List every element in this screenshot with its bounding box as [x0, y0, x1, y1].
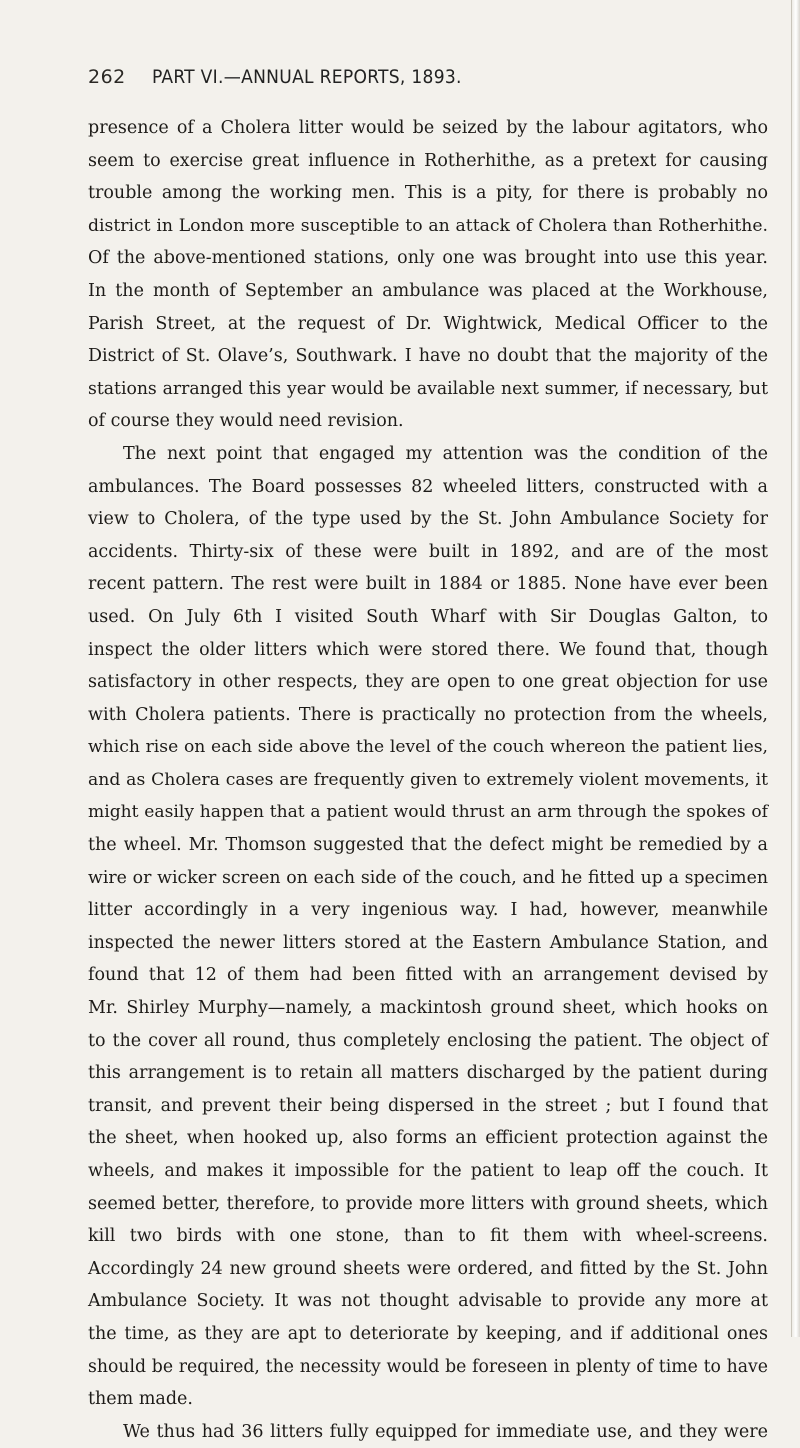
text-line: the wheel. Mr. Thomson suggested that the defect might be remedied by a	[88, 835, 768, 856]
text-line: should be required, the necessity would be foreseen in plenty of time to have	[88, 1356, 768, 1377]
page-edge	[791, 0, 800, 1337]
text-line: found that 12 of them had been fitted with an arrangement devised by	[88, 965, 768, 986]
text-line: District of St. Olave’s, Southwark. I have no doubt that the majority of the	[88, 346, 768, 367]
running-title: PART VI.—ANNUAL REPORTS, 1893.	[152, 66, 462, 88]
text-line: inspect the older litters which were stored there. We found that, though	[88, 639, 768, 660]
text-line: wire or wicker screen on each side of the couch, and he fitted up a specimen	[88, 867, 768, 888]
text-line: transit, and prevent their being dispersed in the street ; but I found that	[88, 1095, 768, 1116]
text-line: might easily happen that a patient would thrust an arm through the spokes of	[88, 802, 768, 823]
text-line: presence of a Cholera litter would be seized by the labour agitators, who	[88, 118, 768, 138]
text-line: kill two birds with one stone, than to fit them with wheel-screens.	[88, 1226, 768, 1247]
text-line: trouble among the working men. This is a pity, for there is probably no	[88, 183, 768, 204]
text-line: recent pattern. The rest were built in 1884 or 1885. None have ever been	[88, 574, 768, 595]
text-line: inspected the newer litters stored at the Eastern Ambulance Station, and	[88, 932, 768, 953]
text-line: of course they would need revision.	[88, 411, 404, 432]
text-line: Mr. Shirley Murphy—namely, a mackintosh ground sheet, which hooks on	[88, 998, 768, 1019]
text-line: Of the above-mentioned stations, only one was brought into use this year.	[88, 248, 768, 269]
text-line: district in London more susceptible to an attack of Cholera than Rotherhithe.	[88, 215, 768, 236]
text-line: litter accordingly in a very ingenious way. I had, however, meanwhile	[88, 900, 768, 921]
text-line: stations arranged this year would be available next summer, if necessary, but	[88, 378, 768, 399]
text-line: ambulances. The Board possesses 82 wheeled litters, constructed with a	[88, 476, 768, 497]
text-line: them made.	[88, 1389, 193, 1410]
text-line: view to Cholera, of the type used by the St. John Ambulance Society for	[88, 509, 768, 530]
text-line: Accordingly 24 new ground sheets were ordered, and fitted by the St. John	[88, 1258, 768, 1279]
text-line: and as Cholera cases are frequently given to extremely violent movements, it	[88, 769, 768, 790]
text-line: satisfactory in other respects, they are open to one great objection for use	[88, 672, 768, 693]
text-line: which rise on each side above the level of the couch whereon the patient lies,	[88, 737, 768, 758]
body-text	[88, 112, 768, 1448]
text-line: the sheet, when hooked up, also forms an efficient protection against the	[88, 1128, 768, 1149]
text-line: used. On July 6th I visited South Wharf with Sir Douglas Galton, to	[88, 606, 768, 627]
text-line: seem to exercise great influence in Rotherhithe, as a pretext for causing	[88, 150, 768, 171]
page-number: 262	[88, 66, 126, 88]
text-line: this arrangement is to retain all matters discharged by the patient during	[88, 1063, 768, 1084]
text-line: We thus had 36 litters fully equipped for immediate use, and they were	[123, 1421, 768, 1442]
text-line: with Cholera patients. There is practically no protection from the wheels,	[88, 704, 768, 725]
page-edge-line	[791, 0, 792, 1337]
running-header	[88, 66, 768, 96]
text-line: The next point that engaged my attention was the condition of the	[123, 443, 768, 464]
text-line: wheels, and makes it impossible for the patient to leap off the couch. It	[88, 1161, 768, 1181]
text-line: to the cover all round, thus completely enclosing the patient. The object of	[88, 1030, 768, 1051]
text-line: Ambulance Society. It was not thought advisable to provide any more at	[88, 1291, 768, 1312]
text-line: the time, as they are apt to deteriorate by keeping, and if additional ones	[88, 1323, 768, 1344]
text-line: accidents. Thirty-six of these were built in 1892, and are of the most	[88, 541, 768, 562]
text-line: Parish Street, at the request of Dr. Wightwick, Medical Officer to the	[88, 313, 768, 334]
text-line: seemed better, therefore, to provide more litters with ground sheets, which	[88, 1193, 768, 1214]
text-line: In the month of September an ambulance was placed at the Workhouse,	[88, 280, 768, 301]
